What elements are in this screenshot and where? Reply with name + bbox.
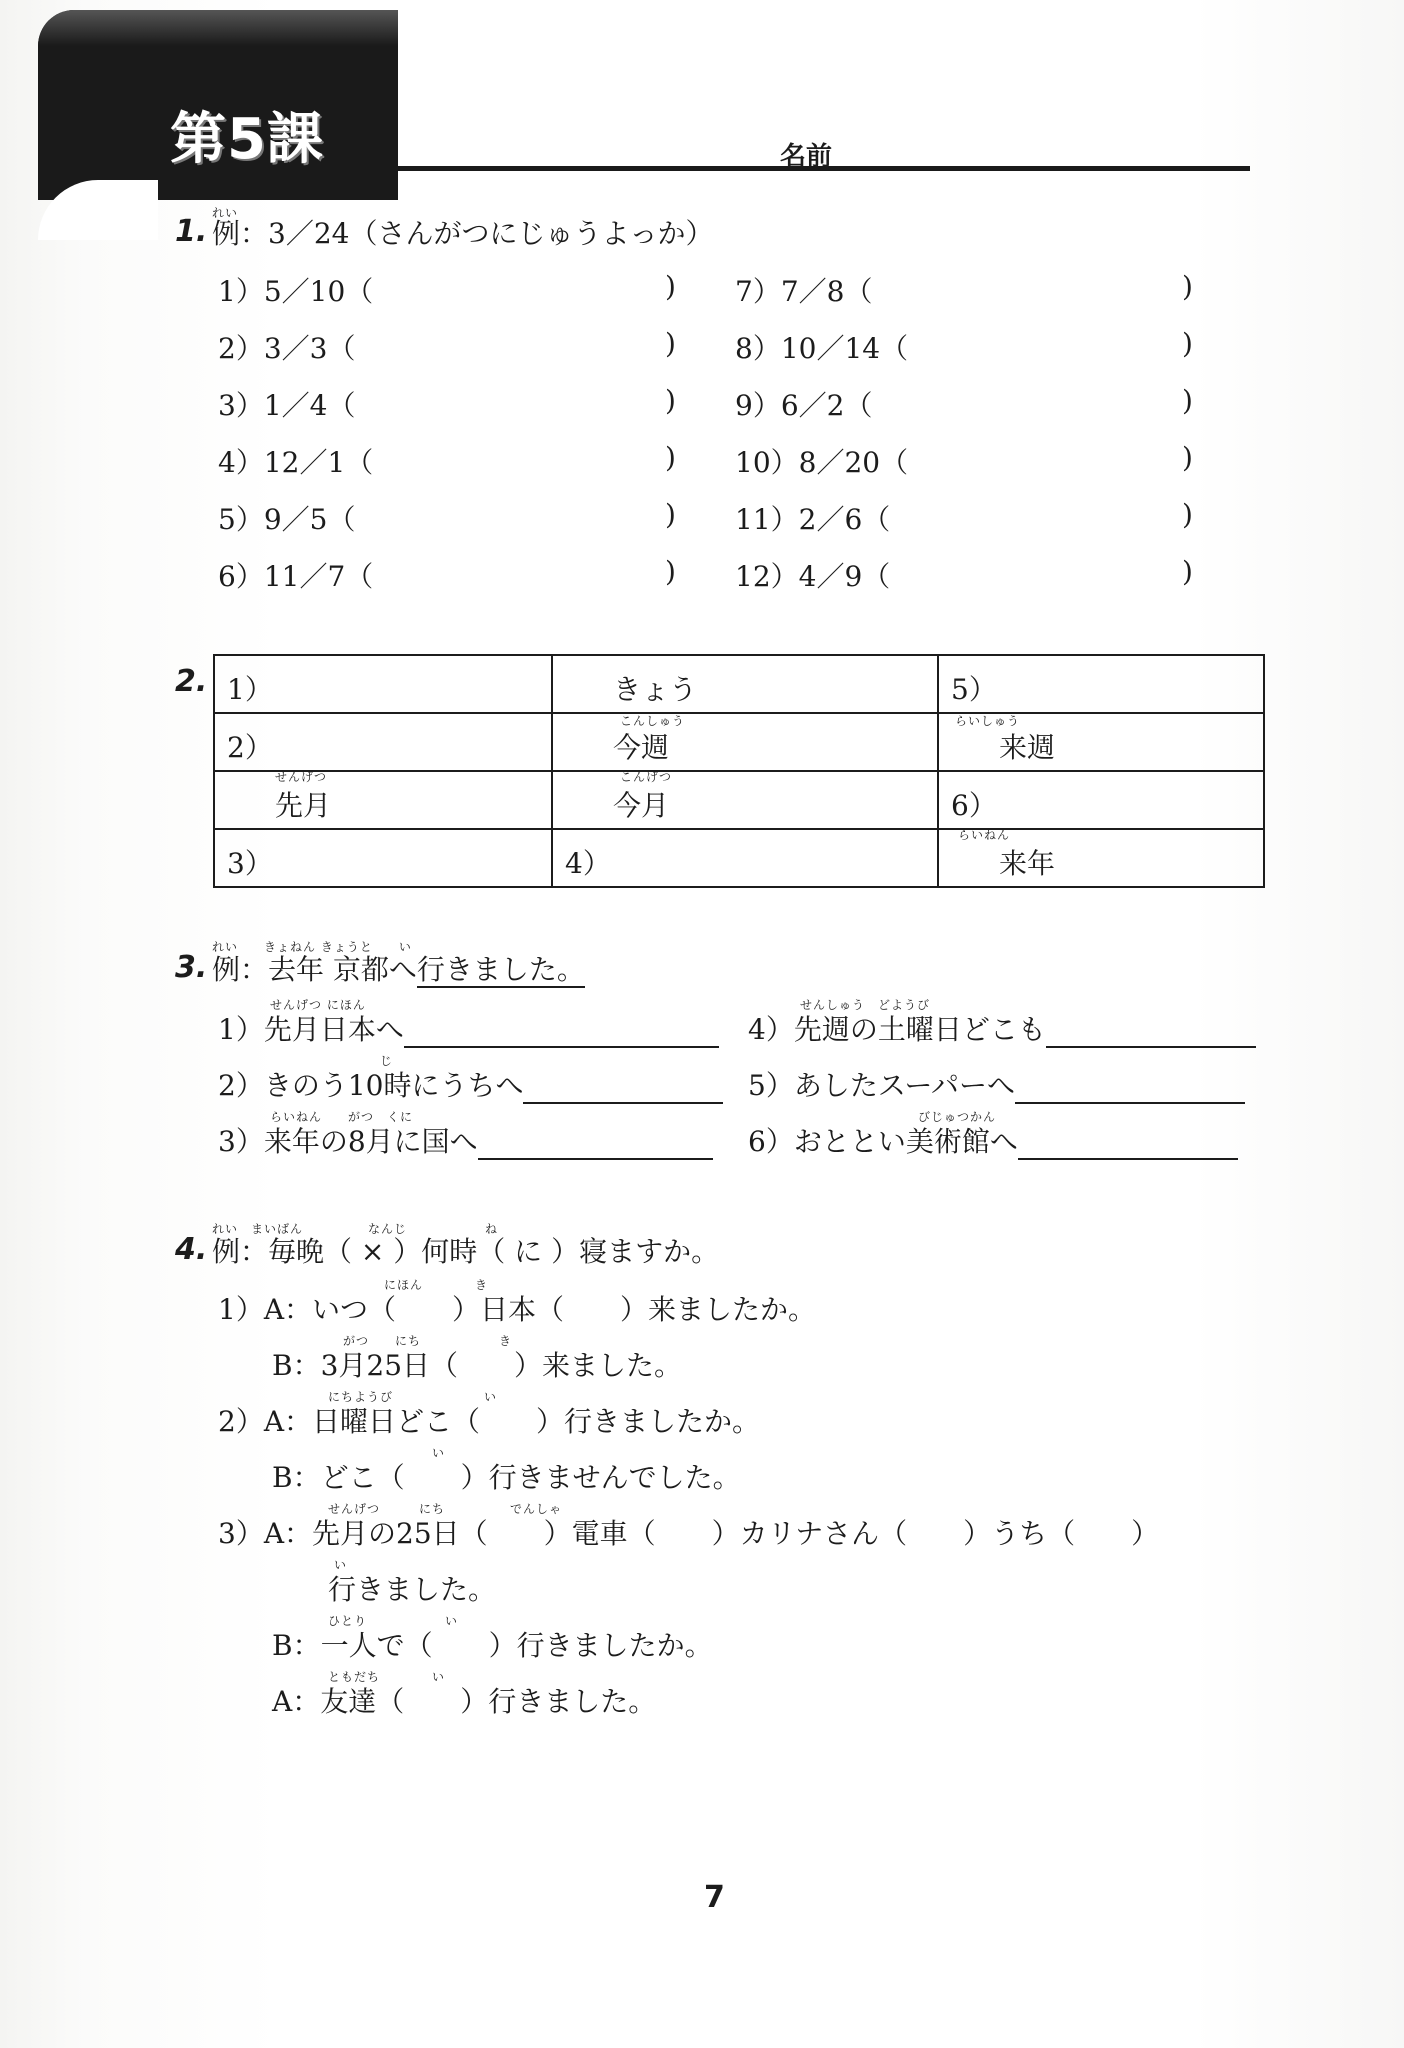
s1-close: ) — [665, 555, 676, 588]
s4-line-1: 1）A：いつ（ ）日本（ ）来ましたか。 — [218, 1293, 817, 1326]
lesson-title: 第5課 — [170, 107, 324, 172]
answer-line — [404, 1020, 719, 1048]
s3-item-3 — [218, 1120, 713, 1160]
s1-close: ) — [665, 441, 676, 474]
ruby: ともだち い — [328, 1670, 446, 1684]
s1-item-8: 8）10／14（ — [735, 332, 909, 365]
s4-line-3: 2）A：日曜日どこ（ ）行きましたか。 — [218, 1405, 761, 1438]
ruby: せんげつ — [275, 770, 328, 784]
table-row — [214, 771, 1264, 829]
s1-item-5: 5）9／5（ — [218, 503, 356, 536]
s1-close: ) — [1182, 384, 1193, 417]
ruby: ひとり い — [328, 1614, 459, 1628]
table-row — [214, 829, 1264, 887]
s1-close: ) — [665, 498, 676, 531]
answer-line — [1015, 1076, 1245, 1104]
ruby: い — [334, 1558, 348, 1572]
table-cell: 来年 — [938, 829, 1264, 887]
s1-close: ) — [1182, 555, 1193, 588]
ruby: がつ にち き — [330, 1334, 513, 1348]
ruby: らいねん がつ くに — [270, 1110, 414, 1124]
s1-item-3: 3）1／4（ — [218, 389, 356, 422]
s3-item-2-text: 2）きのう10時にうちへ — [218, 1069, 524, 1102]
s1-close: ) — [665, 327, 676, 360]
s1-item-9: 9）6／2（ — [735, 389, 873, 422]
s1-close: ) — [1182, 327, 1193, 360]
section-4-example: 例：毎晩（ × ）何時（ に ）寝ますか。 — [212, 1235, 720, 1268]
s1-close: ) — [1182, 270, 1193, 303]
s3-item-6 — [748, 1120, 1238, 1160]
section-1-number: 1. — [175, 214, 208, 249]
answer-line — [1046, 1020, 1256, 1048]
section-3-number: 3. — [175, 950, 208, 985]
s3-item-5 — [748, 1064, 1245, 1104]
s1-item-6: 6）11／7（ — [218, 560, 374, 593]
section-1-example: 例：3／24（さんがつにじゅうよっか） — [212, 217, 714, 250]
table-cell: 5） — [938, 655, 1264, 713]
s1-close: ) — [1182, 441, 1193, 474]
s1-item-10: 10）8／20（ — [735, 446, 909, 479]
table-cell: 4） — [552, 829, 938, 887]
table-cell: 先月 — [214, 771, 552, 829]
s3-item-4-text: 4）先週の土曜日どこも — [748, 1013, 1046, 1046]
table-cell: 来週 — [938, 713, 1264, 771]
table-cell: 今月 — [552, 771, 938, 829]
s4-line-5: 3）A：先月の25日（ ）電車（ ）カリナさん（ ）うち（ ） — [218, 1517, 1160, 1550]
section-4-number: 4. — [175, 1232, 208, 1267]
table-cell: 6） — [938, 771, 1264, 829]
s4-line-7: B：一人で（ ）行きましたか。 — [272, 1629, 713, 1662]
ruby: れい まいばん なんじ ね — [212, 1222, 499, 1236]
s3-item-3-text: 3）来年の8月に国へ — [218, 1125, 478, 1158]
table-cell: 今週 — [552, 713, 938, 771]
table-row — [214, 713, 1264, 771]
ruby: せんしゅう どようび — [800, 998, 931, 1012]
page-number: 7 — [704, 1880, 725, 1915]
s1-item-7: 7）7／8（ — [735, 275, 873, 308]
ruby: れい きょねん きょうと い — [212, 940, 412, 954]
s3-item-1 — [218, 1008, 719, 1048]
s1-close: ) — [665, 384, 676, 417]
example-prefix: 例：去年 京都へ — [212, 953, 417, 986]
s3-item-6-text: 6）おととい美術館へ — [748, 1125, 1018, 1158]
ruby: にちようび い — [328, 1390, 498, 1404]
ruby: びじゅつかん — [918, 1110, 997, 1124]
s1-item-1: 1）5／10（ — [218, 275, 374, 308]
s3-item-2 — [218, 1064, 723, 1104]
s4-line-2: B：3月25日（ ）来ました。 — [272, 1349, 683, 1382]
answer-line — [478, 1132, 713, 1160]
ruby: にほん き — [280, 1278, 489, 1292]
s1-item-4: 4）12／1（ — [218, 446, 374, 479]
answer-line — [523, 1076, 723, 1104]
s3-item-4 — [748, 1008, 1256, 1048]
ruby: こんしゅう — [620, 714, 686, 728]
table-cell: きょう — [552, 655, 938, 713]
s3-item-1-text: 1）先月日本へ — [218, 1013, 404, 1046]
ruby: せんげつ にほん — [270, 998, 366, 1012]
name-label: 名前 — [780, 142, 833, 172]
table-cell: 1） — [214, 655, 552, 713]
s1-item-11: 11）2／6（ — [735, 503, 891, 536]
s4-line-6: 行きました。 — [328, 1573, 497, 1606]
ruby: こんげつ — [620, 770, 673, 784]
s4-line-4: B：どこ（ ）行きませんでした。 — [272, 1461, 741, 1494]
table-cell: 3） — [214, 829, 552, 887]
section-3-example — [212, 948, 585, 988]
s4-line-8: A：友達（ ）行きました。 — [272, 1685, 657, 1718]
s1-item-2: 2）3／3（ — [218, 332, 356, 365]
s3-item-5-text: 5）あしたスーパーへ — [748, 1069, 1016, 1102]
ruby: い — [328, 1446, 446, 1460]
ruby: らいねん — [958, 828, 1011, 842]
s1-close: ) — [665, 270, 676, 303]
answer-line — [1018, 1132, 1238, 1160]
s1-close: ) — [1182, 498, 1193, 531]
s1-item-12: 12）4／9（ — [735, 560, 891, 593]
ruby: じ — [380, 1054, 394, 1068]
section-2-number: 2. — [175, 664, 208, 699]
ruby-rei: れい — [212, 206, 239, 220]
ruby: らいしゅう — [955, 714, 1021, 728]
example-answer: 行きました。 — [416, 953, 585, 986]
calendar-word-table — [213, 654, 1265, 888]
ruby: せんげつ にち でんしゃ — [328, 1502, 563, 1516]
table-cell: 2） — [214, 713, 552, 771]
table-row — [214, 655, 1264, 713]
